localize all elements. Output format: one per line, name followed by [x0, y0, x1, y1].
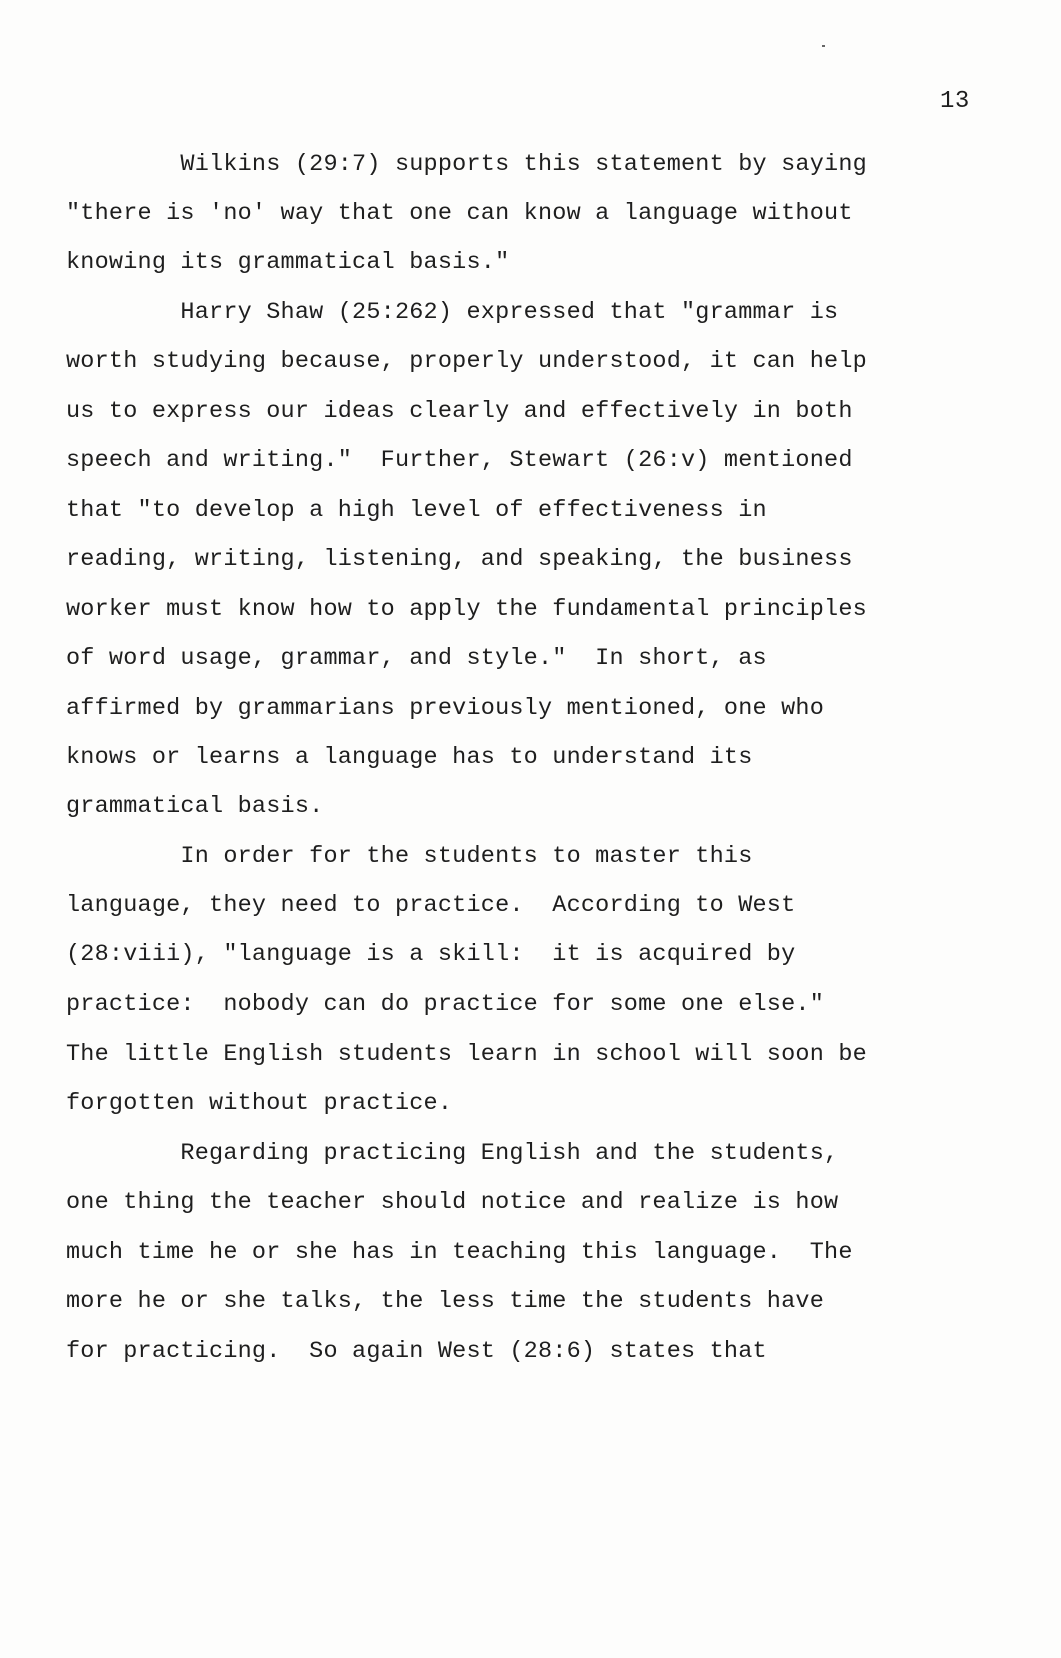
text-line: one thing the teacher should notice and realize is how	[66, 1189, 839, 1216]
page-number: 13	[940, 88, 970, 115]
text-line: practice: nobody can do practice for some one else."	[66, 991, 825, 1018]
text-line: speech and writing." Further, Stewart (26:v) mentioned	[66, 447, 853, 474]
text-line: knows or learns a language has to understand its	[66, 744, 753, 771]
text-line: language, they need to practice. According to West	[66, 892, 796, 919]
text-line: that "to develop a high level of effectiveness in	[66, 497, 767, 524]
text-line: affirmed by grammarians previously mentioned, one who	[66, 695, 825, 722]
text-line: The little English students learn in school will soon be	[66, 1041, 867, 1068]
scan-speck	[822, 45, 825, 47]
text-line: for practicing. So again West (28:6) states that	[66, 1338, 767, 1365]
text-line: Wilkins (29:7) supports this statement by saying	[66, 151, 867, 178]
text-line: In order for the students to master this	[66, 843, 753, 870]
text-line: grammatical basis.	[66, 793, 324, 820]
text-line: forgotten without practice.	[66, 1090, 453, 1117]
text-line: reading, writing, listening, and speaking, the business	[66, 546, 853, 573]
text-line: worker must know how to apply the fundamental principles	[66, 596, 867, 623]
text-line: us to express our ideas clearly and effectively in both	[66, 398, 853, 425]
text-line: (28:viii), "language is a skill: it is acquired by	[66, 941, 796, 968]
text-line: worth studying because, properly understood, it can help	[66, 348, 867, 375]
text-line: Regarding practicing English and the students,	[66, 1140, 839, 1167]
text-line: of word usage, grammar, and style." In short, as	[66, 645, 767, 672]
text-line: more he or she talks, the less time the students have	[66, 1288, 825, 1315]
text-line: much time he or she has in teaching this language. The	[66, 1239, 853, 1266]
text-line: knowing its grammatical basis."	[66, 249, 510, 276]
text-line: Harry Shaw (25:262) expressed that "grammar is	[66, 299, 839, 326]
text-line: "there is 'no' way that one can know a language without	[66, 200, 853, 227]
